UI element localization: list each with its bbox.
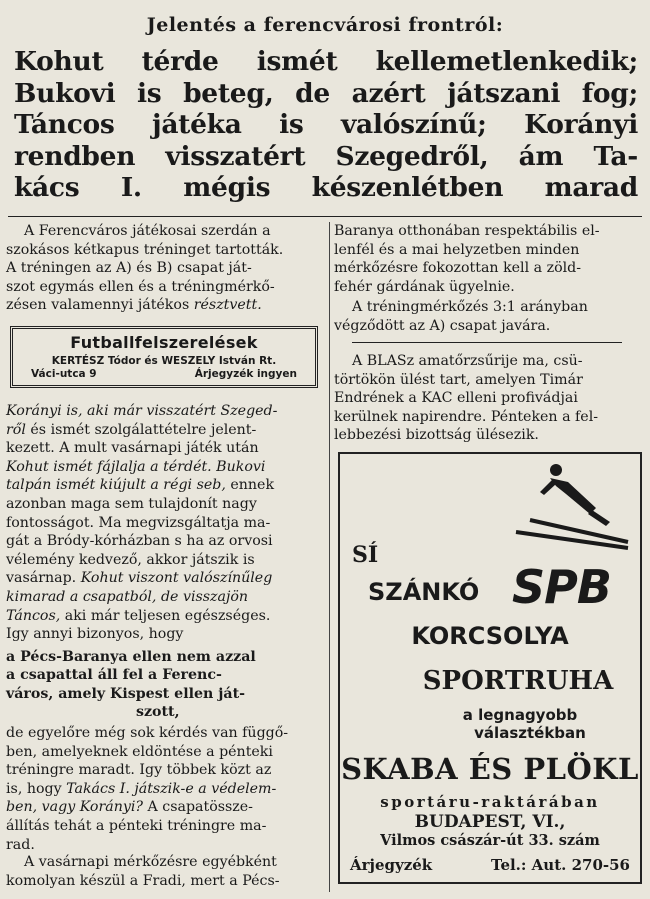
text-line: lenfél és a mai helyzetben minden (334, 241, 580, 258)
text-line: szot egymás ellen és a tréningmérkő- (6, 278, 275, 295)
text-line: gát a Bródy-kórházban s ha az orvosi (6, 533, 273, 550)
ad-footer (13, 368, 315, 380)
text-line: fontosságot. Ma megvizsgáltatja ma- (6, 514, 271, 531)
right-paragraph-2 (334, 298, 646, 335)
article-paragraph-4 (6, 853, 324, 890)
text-line: lebbezési bizottság ülésezik. (334, 427, 539, 444)
ad-szanko: SZÁNKÓ (368, 578, 480, 606)
text-line: mérkőzésre fokozottan kell a zöld- (334, 260, 582, 277)
text-line: szokásos kétkapus tréninget tartották. (6, 241, 284, 258)
column-divider (329, 222, 330, 892)
ad-logo: SPB (512, 560, 611, 614)
text-line: ről és ismét szolgálattételre jelent- (6, 421, 257, 438)
headline (14, 46, 638, 204)
text-line: Baranya otthonában respektábilis el- (334, 223, 600, 239)
ad-si: SÍ (352, 542, 379, 568)
text-line: a Pécs-Baranya ellen nem azzal (6, 649, 256, 665)
advertisement-football (10, 326, 318, 388)
text-line: törtökön ülést tart, amelyen Timár (334, 371, 583, 388)
text-line: de egyelőre még sok kérdés van függő- (6, 725, 289, 741)
headline-line: rendben visszatért Szegedről, ám Ta- (14, 140, 638, 172)
ad-street: Vilmos császár-út 33. szám (380, 832, 600, 849)
text-line: A tréningen az A) és B) csapat ját- (6, 260, 252, 277)
headline-line: Bukovi is beteg, de azért játszani fog; (14, 77, 638, 109)
text-line: zésen valamennyi játékos résztvett. (6, 297, 262, 314)
text-line: A BLASz amatőrzsűrije ma, csü- (352, 353, 583, 369)
text-line: a csapattal áll fel a Ferenc- (6, 667, 222, 684)
text-line: város, amely Kispest ellen ját- (6, 685, 246, 702)
text-line: ben, vagy Korányi? A csapatössze- (6, 799, 253, 816)
ad-shop-name: SKABA ÉS PLÖKL (341, 752, 639, 786)
headline-line: Kohut térde ismét kellemetlenkedik; (14, 46, 638, 77)
ad-shop-sub: sportáru-raktárában (380, 793, 600, 811)
separator-rule (352, 342, 622, 343)
text-line: állítás tehát a pénteki tréningre ma- (6, 817, 267, 834)
headline-line: kács I. mégis készenlétben marad (14, 172, 638, 203)
text-line: Kohut ismét fájlalja a térdét. Bukovi (6, 458, 266, 475)
ad-korcsolya: KORCSOLYA (411, 622, 569, 650)
ad-sportruha: SPORTRUHA (422, 666, 614, 696)
ski-jumper-icon (510, 462, 634, 552)
text-line: tréningre maradt. Igy többek közt az (6, 762, 272, 779)
ad-company: KERTÉSZ Tódor és WESZELY István Rt. (51, 355, 277, 367)
text-line: A Ferencváros játékosai szerdán a (24, 223, 271, 239)
text-line: komolyan készül a Fradi, mert a Pécs- (6, 872, 280, 889)
ad-legnagyobb: a legnagyobb (462, 706, 578, 724)
text-line: fehér gárdának ügyelnie. (334, 278, 515, 295)
text-line: Korányi is, aki már visszatért Szeged- (6, 403, 278, 419)
ad-city: BUDAPEST, VI., (414, 812, 566, 832)
ad-valasztek: választékban (474, 724, 586, 742)
text-line: Endrének a KAC elleni profivádjai (334, 390, 578, 407)
text-line: azonban maga sem tulajdonít nagy (6, 495, 257, 512)
section-kicker: Jelentés a ferencvárosi frontról: (146, 14, 504, 36)
right-paragraph-1 (334, 222, 646, 296)
ad-catalog: Árjegyzék ingyen (194, 368, 297, 380)
text-line: A tréningmérkőzés 3:1 arányban (352, 299, 588, 315)
ad-title: Futballfelszerelések (70, 333, 258, 352)
right-paragraph-3 (334, 352, 646, 445)
article-paragraph-3 (6, 724, 324, 854)
ad-arjegyzek: Árjegyzék (350, 856, 433, 874)
text-line: talpán ismét kiújult a régi seb, ennek (6, 477, 275, 494)
ad-address: Váci-utca 9 (31, 368, 97, 380)
article-paragraph-1 (6, 222, 324, 315)
text-line: A vasárnapi mérkőzésre egyébként (24, 854, 277, 870)
headline-rule (8, 216, 642, 217)
text-line: szott, (136, 704, 180, 721)
ad-footer (340, 856, 640, 874)
text-line: kimarad a csapatból, de visszajön (6, 588, 249, 605)
advertisement-skaba-plokl (338, 452, 642, 884)
ad-tel: Tel.: Aut. 270-56 (491, 856, 630, 874)
text-line: ben, amelyeknek eldöntése a pénteki (6, 743, 273, 760)
text-line: rad. (6, 836, 35, 853)
article-paragraph-2 (6, 402, 324, 644)
text-line: Igy annyi bizonyos, hogy (6, 626, 184, 643)
headline-line: Táncos játéka is valószínű; Korányi (14, 109, 638, 140)
text-line: kezett. A mult vasárnapi játék után (6, 440, 259, 457)
text-line: végződött az A) csapat javára. (334, 317, 551, 334)
text-line: is, hogy Takács I. játszik-e a védelem- (6, 780, 277, 797)
text-line: Táncos, aki már teljesen egészséges. (6, 607, 271, 624)
text-line: kerülnek napirendre. Pénteken a fel- (334, 408, 599, 425)
text-line: vélemény kedvező, akkor játszik is (6, 551, 255, 568)
bold-block (6, 648, 324, 722)
text-line: vasárnap. Kohut viszont valószínűleg (6, 570, 273, 587)
